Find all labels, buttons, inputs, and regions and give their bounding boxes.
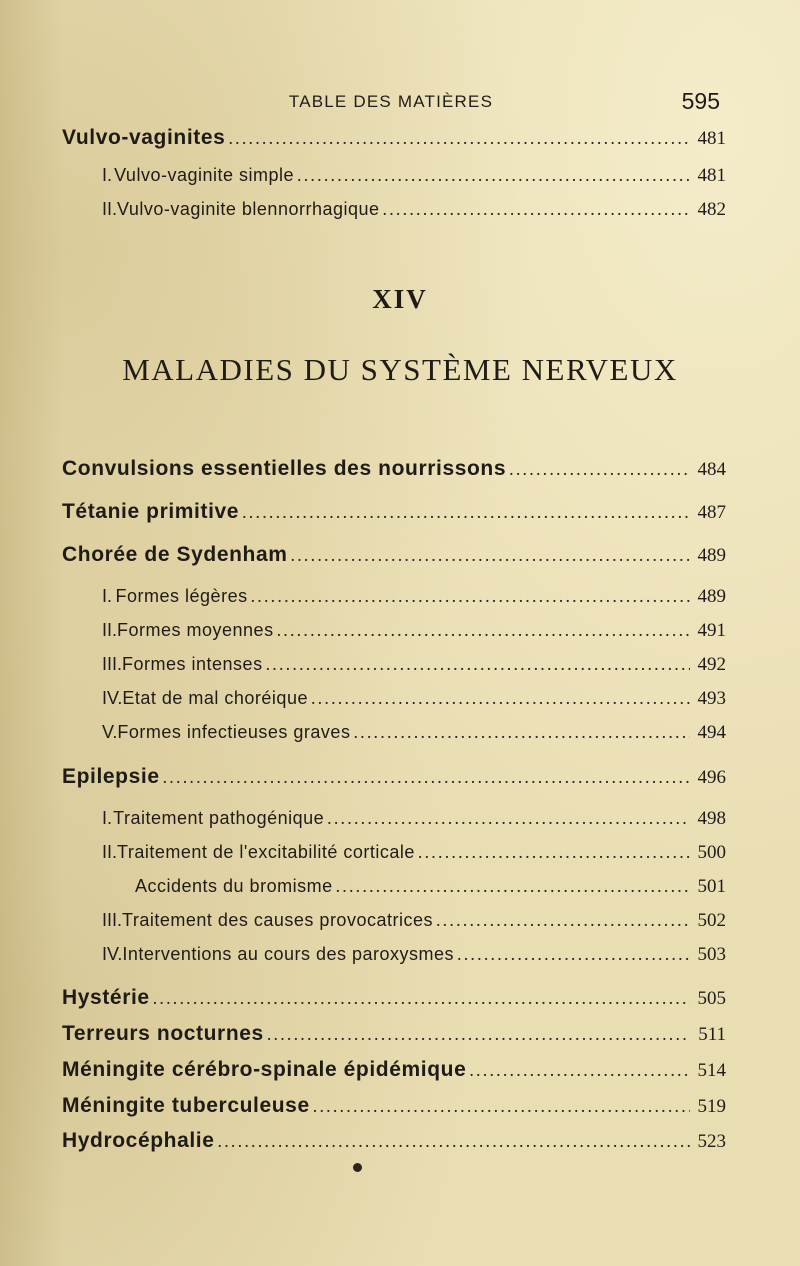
leader-dots xyxy=(297,165,690,186)
toc-entry-title: Méningite tuberculeuse xyxy=(62,1094,310,1117)
toc-subentry xyxy=(102,620,726,650)
leader-dots xyxy=(153,988,690,1009)
leader-dots xyxy=(242,502,690,523)
toc-entry-page: 487 xyxy=(697,502,726,523)
toc-entry xyxy=(62,1058,726,1088)
leader-dots xyxy=(353,722,690,743)
toc-subentry xyxy=(102,808,726,838)
toc-subentry xyxy=(135,876,726,906)
toc-subentry-title: Interventions au cours des paroxysmes xyxy=(122,944,455,964)
leader-dots xyxy=(383,199,690,220)
toc-subentry-page: 503 xyxy=(697,944,726,965)
toc-subentry-number: II. xyxy=(102,199,118,219)
toc-entry-page: 496 xyxy=(697,767,726,788)
toc-subentry-number: III. xyxy=(102,910,123,930)
toc-subentry-title: Formes moyennes xyxy=(117,620,274,640)
toc-entry xyxy=(62,500,726,530)
toc-subentry-page: 494 xyxy=(697,722,726,743)
leader-dots xyxy=(218,1131,690,1152)
toc-subentry-title: Accidents du bromisme xyxy=(135,876,333,896)
leader-dots xyxy=(291,545,690,566)
toc-subentry xyxy=(102,722,726,752)
toc-subentry-title: Vulvo-vaginite simple xyxy=(114,165,295,185)
toc-entry-page: 484 xyxy=(697,459,726,480)
leader-dots xyxy=(266,654,690,675)
leader-dots xyxy=(311,688,690,709)
toc-entry-page: 505 xyxy=(697,988,726,1009)
leader-dots xyxy=(436,910,690,931)
toc-subentry-number: III. xyxy=(102,654,123,674)
toc-subentry-page: 489 xyxy=(697,586,726,607)
leader-dots xyxy=(313,1096,690,1117)
toc-entry xyxy=(62,126,726,156)
toc-subentry xyxy=(102,654,726,684)
toc-subentry-number: I. xyxy=(102,165,113,185)
toc-subentry xyxy=(102,842,726,872)
toc-subentry xyxy=(102,165,726,195)
leader-dots xyxy=(509,459,690,480)
leader-dots xyxy=(251,586,690,607)
toc-subentry-page: 481 xyxy=(697,165,726,186)
toc-subentry-title: Formes intenses xyxy=(122,654,263,674)
toc-subentry xyxy=(102,586,726,616)
toc-entry-title: Convulsions essentielles des nourrissons xyxy=(62,457,507,480)
toc-subentry-title: Traitement pathogénique xyxy=(113,808,325,828)
toc-entry xyxy=(62,1129,726,1159)
page-number: 595 xyxy=(681,88,720,114)
leader-dots xyxy=(336,876,690,897)
toc-entry-title: Hystérie xyxy=(62,986,150,1009)
toc-subentry-number: I. xyxy=(102,586,113,606)
toc-entry xyxy=(62,765,726,795)
toc-entry xyxy=(62,1094,726,1124)
toc-entry-page: 523 xyxy=(697,1131,726,1152)
toc-subentry xyxy=(102,910,726,940)
toc-subentry-number: II. xyxy=(102,842,118,862)
toc-subentry-number: II. xyxy=(102,620,118,640)
leader-dots xyxy=(418,842,690,863)
toc-subentry-page: 492 xyxy=(697,654,726,675)
toc-subentry-title: Traitement de l'excitabilité corticale xyxy=(117,842,415,862)
toc-subentry-number: I. xyxy=(102,808,113,828)
toc-entry-page: 489 xyxy=(697,545,726,566)
toc-subentry xyxy=(102,688,726,718)
toc-entry-title: Chorée de Sydenham xyxy=(62,543,288,566)
leader-dots xyxy=(267,1024,690,1045)
leader-dots xyxy=(469,1060,690,1081)
toc-subentry-number: IV. xyxy=(102,688,123,708)
toc-subentry-page: 493 xyxy=(697,688,726,709)
toc-entry-page: 514 xyxy=(697,1060,726,1081)
toc-entry-title: Méningite cérébro-spinale épidémique xyxy=(62,1058,467,1081)
toc-subentry-page: 498 xyxy=(697,808,726,829)
toc-subentry-page: 482 xyxy=(697,199,726,220)
ink-dot xyxy=(353,1163,362,1172)
leader-dots xyxy=(277,620,690,641)
toc-subentry xyxy=(102,199,726,229)
leader-dots xyxy=(327,808,690,829)
toc-subentry-page: 491 xyxy=(697,620,726,641)
toc-entry xyxy=(62,986,726,1016)
toc-subentry-title: Etat de mal choréique xyxy=(122,688,308,708)
section-number: XIV xyxy=(372,284,428,314)
leader-dots xyxy=(457,944,690,965)
toc-subentry-title: Traitement des causes provocatrices xyxy=(122,910,433,930)
toc-subentry-title: Formes infectieuses graves xyxy=(117,722,351,742)
toc-entry-title: Epilepsie xyxy=(62,765,160,788)
section-title: MALADIES DU SYSTÈME NERVEUX xyxy=(122,352,678,387)
running-head xyxy=(62,88,720,118)
toc-entry xyxy=(62,1022,726,1052)
toc-subentry xyxy=(102,944,726,974)
toc-entry-title: Hydrocéphalie xyxy=(62,1129,215,1152)
toc-entry xyxy=(62,457,726,487)
toc-subentry-page: 500 xyxy=(697,842,726,863)
toc-entry xyxy=(62,543,726,573)
toc-subentry-title: Vulvo-vaginite blennorrhagique xyxy=(117,199,380,219)
toc-entry-page: 481 xyxy=(697,128,726,149)
leader-dots xyxy=(228,128,690,149)
running-title: TABLE DES MATIÈRES xyxy=(288,92,494,111)
toc-entry-title: Terreurs nocturnes xyxy=(62,1022,264,1045)
toc-entry-title: Tétanie primitive xyxy=(62,500,240,523)
toc-entry-title: Vulvo-vaginites xyxy=(62,126,226,149)
toc-subentry-title: Formes légères xyxy=(115,586,248,606)
toc-subentry-page: 501 xyxy=(697,876,726,897)
toc-subentry-page: 502 xyxy=(697,910,726,931)
toc-subentry-number: IV. xyxy=(102,944,123,964)
toc-subentry-number: V. xyxy=(102,722,118,742)
leader-dots xyxy=(163,767,690,788)
toc-entry-page: 511 xyxy=(698,1024,726,1045)
toc-entry-page: 519 xyxy=(697,1096,726,1117)
